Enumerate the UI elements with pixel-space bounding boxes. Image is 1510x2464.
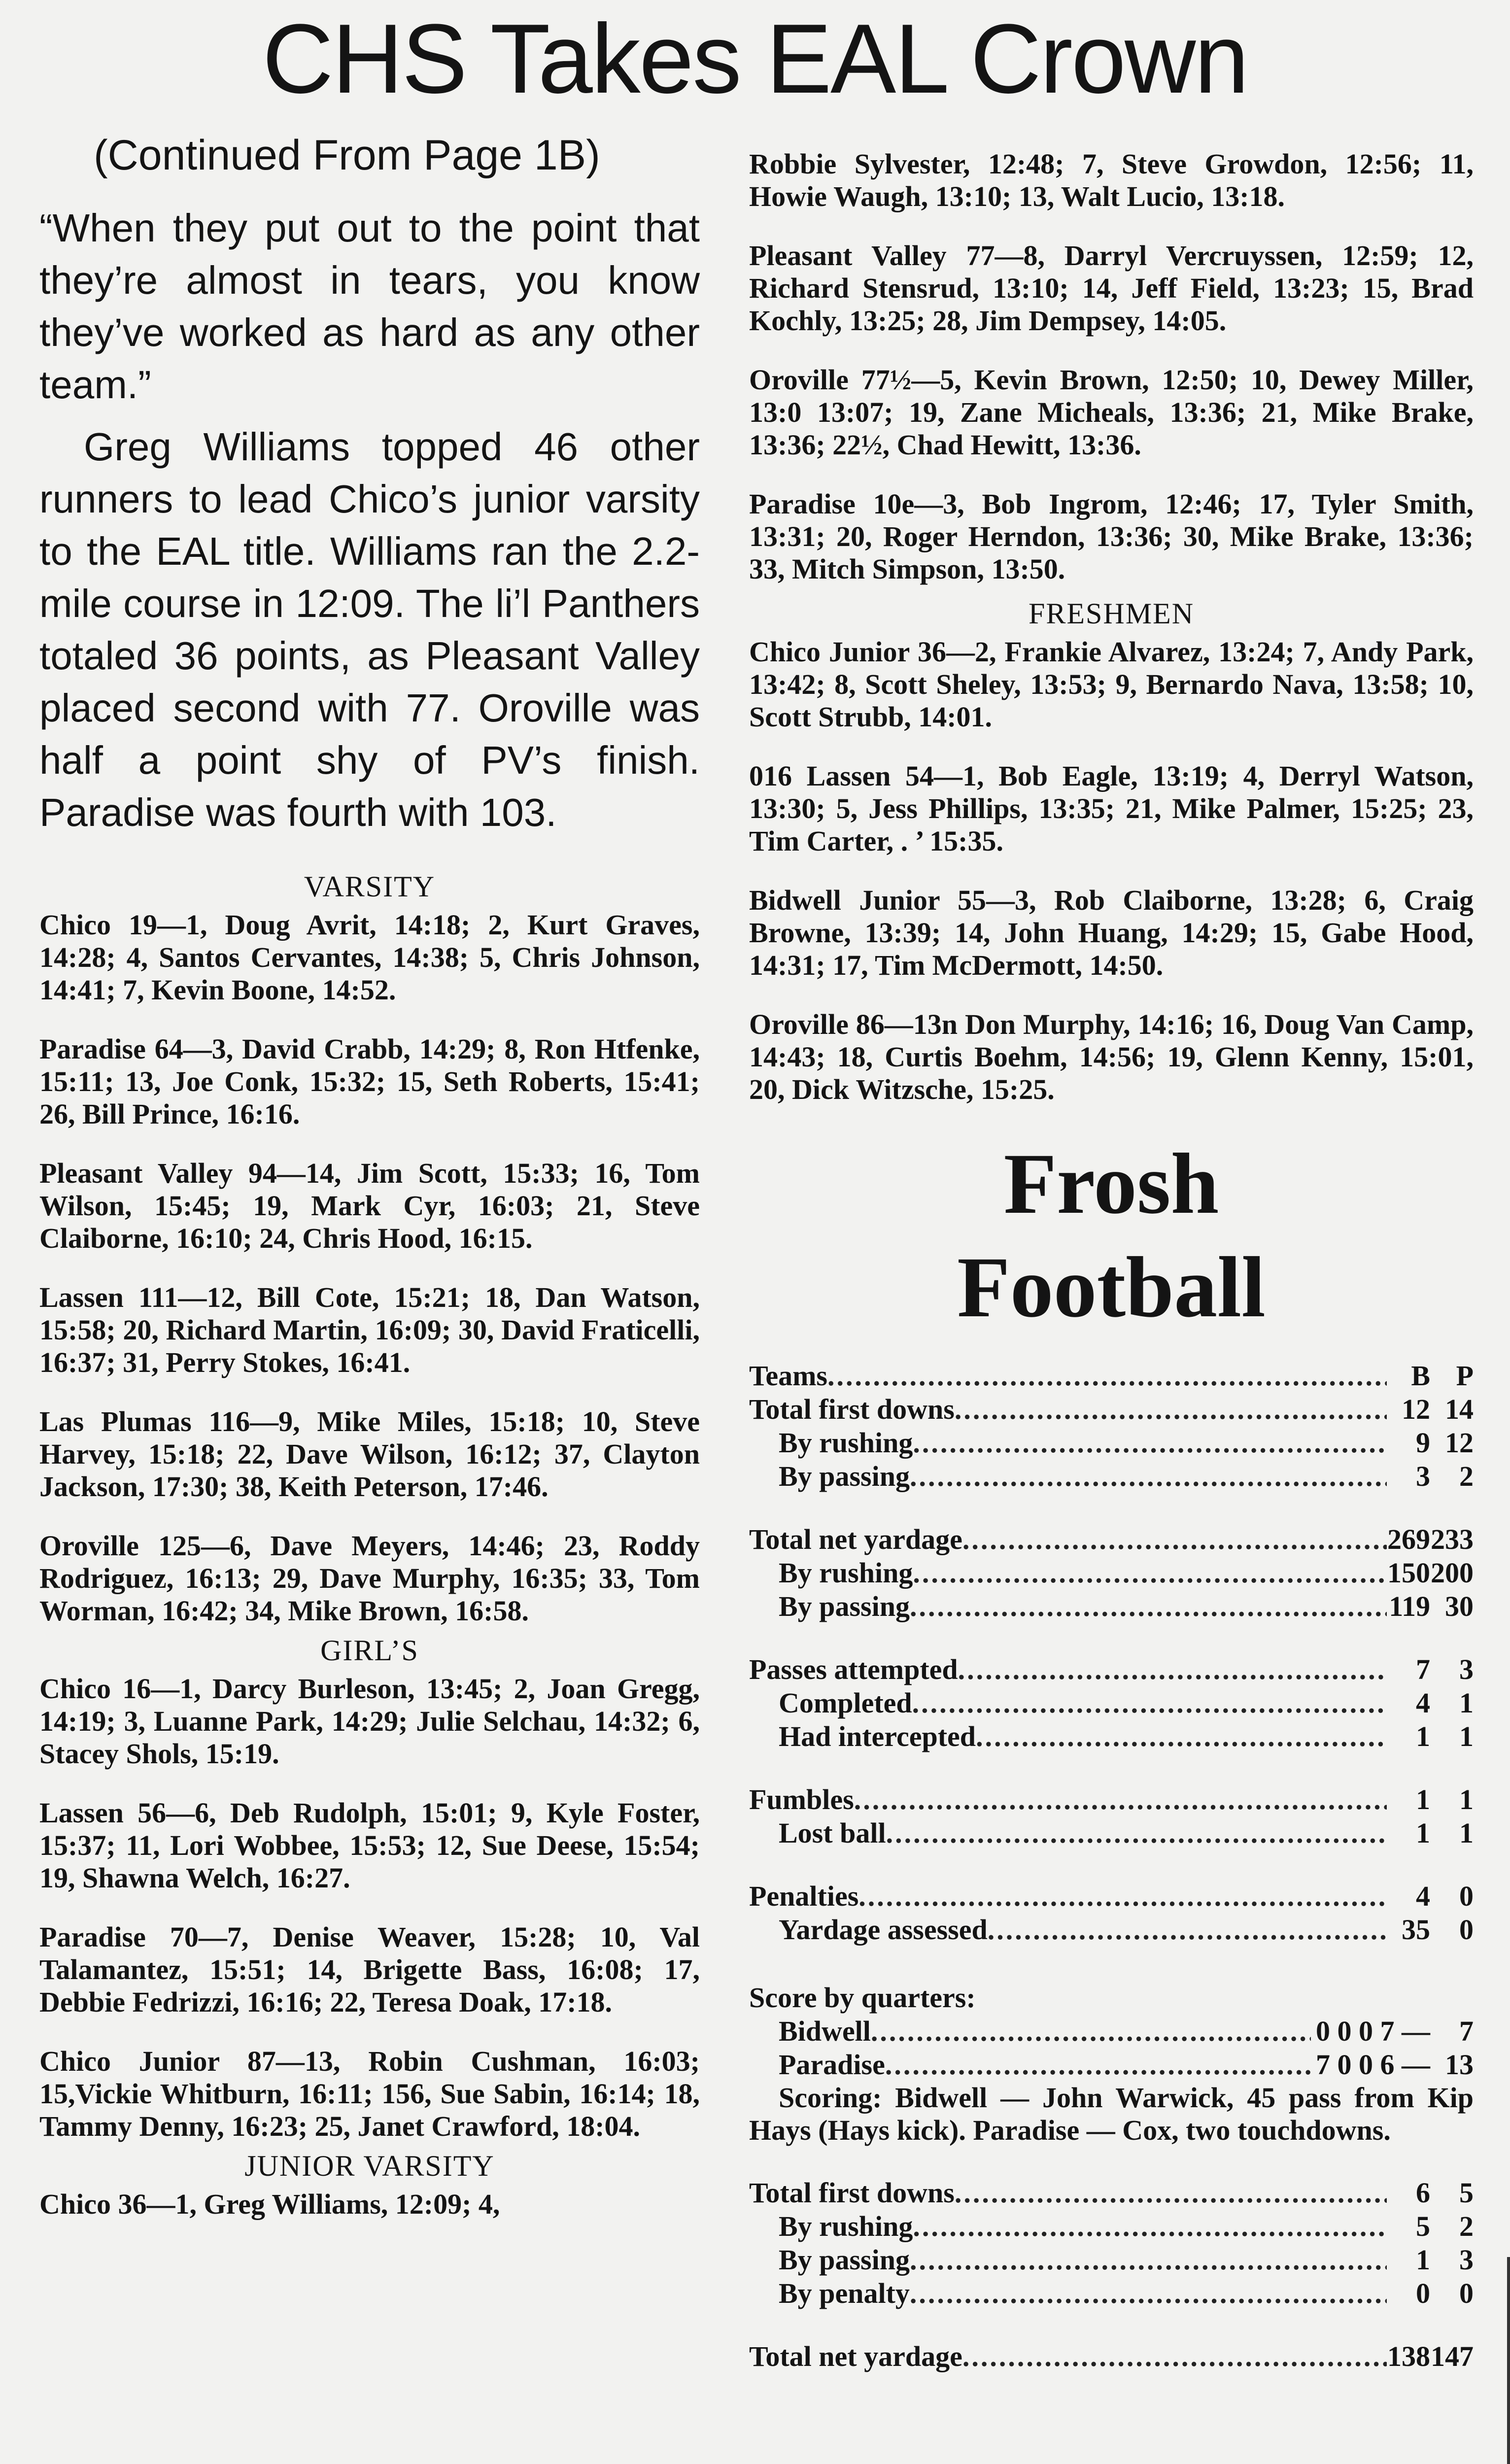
scoring-summary: Scoring: Bidwell — John Warwick, 45 pass from Kip Hays (Hays kick). Paradise — Cox, two touchdowns.: [749, 2082, 1474, 2146]
stat-row: [749, 1686, 1474, 1720]
jv-heading: JUNIOR VARSITY: [244, 2150, 495, 2182]
score-quarters: 7 0 0 6 —: [1316, 2049, 1430, 2081]
stat-row: [749, 1720, 1474, 1753]
varsity-entry: Chico 19—1, Doug Avrit, 14:18; 2, Kurt Graves, 14:28; 4, Santos Cervantes, 14:38; 5, Chris Johnson, 14:41; 7, Kevin Boone, 14:52.: [39, 909, 700, 1006]
leader-dots: [886, 1816, 1387, 1850]
stat-value-bidwell: 12: [1402, 1393, 1430, 1425]
leader-dots: [955, 1393, 1387, 1426]
leader-dots: [913, 1556, 1387, 1590]
stat-value-paradise: P: [1456, 1360, 1474, 1392]
stat-row: [749, 1523, 1474, 1556]
varsity-heading: VARSITY: [304, 870, 436, 903]
frosh-stats-table-2: [749, 2176, 1474, 2373]
score-by-quarters: [749, 1981, 1474, 2147]
leader-dots: [962, 1523, 1387, 1556]
frosh-heading-line: Frosh: [1003, 1136, 1219, 1232]
girls-heading: GIRL’S: [320, 1634, 419, 1667]
stat-value-bidwell: 6: [1416, 2177, 1430, 2209]
stat-row: [749, 1816, 1474, 1850]
jv-entry: Oroville 77½—5, Kevin Brown, 12:50; 10, Dewey Miller, 13:0 13:07; 19, Zane Micheals, 13:36; 21, Mike Brake, 13:36; 22½, Chad Hewitt, 13:36.: [749, 364, 1474, 461]
stat-value-paradise: 233: [1431, 1523, 1474, 1555]
leader-dots: [910, 2243, 1387, 2277]
stat-row: [749, 1653, 1474, 1686]
jv-entry: Pleasant Valley 77—8, Darryl Vercruyssen, 12:59; 12, Richard Stensrud, 13:10; 14, Jeff Field, 13:23; 15, Brad Kochly, 13:25; 28, Jim Dempsey, 14:05.: [749, 240, 1474, 337]
stat-value-paradise: 0: [1459, 1914, 1474, 1946]
stat-value-bidwell: 5: [1416, 2210, 1430, 2242]
stat-value-paradise: 3: [1459, 1653, 1474, 1685]
leader-dots: [858, 1880, 1387, 1913]
freshmen-entry: Bidwell Junior 55—3, Rob Claiborne, 13:28; 6, Craig Browne, 13:39; 14, John Huang, 14:29; 15, Gabe Hood, 14:31; 17, Tim McDermott, 14:50.: [749, 884, 1474, 981]
stat-value-paradise: 1: [1459, 1817, 1474, 1849]
score-total: 13: [1445, 2049, 1474, 2081]
stat-row: [749, 1359, 1474, 1393]
leader-dots: [871, 2015, 1311, 2048]
stat-label: By rushing: [779, 1557, 913, 1589]
varsity-entry: Pleasant Valley 94—14, Jim Scott, 15:33; 16, Tom Wilson, 15:45; 19, Mark Cyr, 16:03; 21, Steve Claiborne, 16:10; 24, Chris Hood, 16:15.: [39, 1157, 700, 1254]
stat-value-paradise: 1: [1459, 1687, 1474, 1719]
leader-dots: [910, 2277, 1387, 2310]
stat-row: [749, 2340, 1474, 2373]
stat-value-paradise: 0: [1459, 2277, 1474, 2309]
stat-label: Fumbles: [749, 1783, 854, 1815]
stat-value-paradise: 5: [1459, 2177, 1474, 2209]
stat-row: [749, 1783, 1474, 1816]
stat-value-paradise: 12: [1445, 1427, 1474, 1459]
stat-row: [749, 1460, 1474, 1493]
stat-label: Lost ball: [779, 1817, 886, 1849]
score-total: 7: [1459, 2015, 1474, 2047]
freshmen-entry: Oroville 86—13n Don Murphy, 14:16; 16, Doug Van Camp, 14:43; 18, Curtis Boehm, 14:56; 19, Glenn Kenny, 15:01, 20, Dick Witzsche, 15:25.: [749, 1008, 1474, 1105]
right-column: [749, 148, 1474, 2464]
jv-entry: Paradise 10e—3, Bob Ingrom, 12:46; 17, Tyler Smith, 13:31; 20, Roger Herndon, 13:36; 30, Mike Brake, 13:36; 33, Mitch Simpson, 13:50.: [749, 488, 1474, 585]
stat-value-bidwell: 1: [1416, 1817, 1430, 1849]
stat-row: [749, 1556, 1474, 1590]
stat-row: [749, 1393, 1474, 1426]
stat-label: Completed: [779, 1687, 912, 1719]
leader-dots: [988, 1913, 1387, 1947]
score-row: [749, 2015, 1474, 2048]
leader-dots: [854, 1783, 1387, 1816]
stat-label: Had intercepted: [779, 1720, 976, 1752]
stat-label: By passing: [779, 1460, 910, 1492]
leader-dots: [962, 2340, 1387, 2373]
girls-entry: Lassen 56—6, Deb Rudolph, 15:01; 9, Kyle Foster, 15:37; 11, Lori Wobbee, 15:53; 12, Sue Deese, 15:54; 19, Shawna Welch, 16:27.: [39, 1797, 700, 1894]
stat-value-bidwell: 119: [1389, 1590, 1430, 1622]
stat-row: [749, 1880, 1474, 1913]
stat-value-bidwell: 4: [1416, 1880, 1430, 1912]
stat-label: By passing: [779, 1590, 910, 1622]
varsity-entry: Paradise 64—3, David Crabb, 14:29; 8, Ron Htfenke, 15:11; 13, Joe Conk, 15:32; 15, Seth Roberts, 15:41; 26, Bill Prince, 16:16.: [39, 1033, 700, 1130]
stat-row: [749, 2277, 1474, 2310]
stat-value-paradise: 0: [1459, 1880, 1474, 1912]
score-heading: Score by quarters:: [749, 1982, 976, 2014]
stat-value-bidwell: 150: [1387, 1557, 1430, 1589]
stat-value-paradise: 147: [1431, 2340, 1474, 2372]
varsity-entry: Las Plumas 116—9, Mike Miles, 15:18; 10, Steve Harvey, 15:18; 22, Dave Wilson, 16:12; 37, Clayton Jackson, 17:30; 38, Keith Peterson, 17:46.: [39, 1405, 700, 1503]
stat-value-paradise: 30: [1445, 1590, 1474, 1622]
lead-jv-summary: Greg Williams topped 46 other runners to lead Chico’s junior varsity to the EAL title. Williams ran the 2.2-mile course in 12:09. The li’l Panthers totaled 36 points, as Pleasant Valley placed second with 77. Oroville was half a point shy of PV’s finish. Paradise was fourth with 103.: [39, 425, 700, 834]
stat-row: [749, 1426, 1474, 1460]
stat-value-bidwell: B: [1411, 1360, 1430, 1392]
stat-value-bidwell: 1: [1416, 2244, 1430, 2276]
stat-label: By passing: [779, 2244, 910, 2276]
frosh-stats-table: [749, 1359, 1474, 1947]
freshmen-entry: 016 Lassen 54—1, Bob Eagle, 13:19; 4, Derryl Watson, 13:30; 5, Jess Phillips, 13:35; 21, Mike Palmer, 15:25; 23, Tim Carter, . ’ 15:35.: [749, 760, 1474, 857]
jv-entry: Chico 36—1, Greg Williams, 12:09; 4,: [39, 2188, 500, 2220]
stat-gap: [749, 2310, 1474, 2340]
girls-entry: Chico 16—1, Darcy Burleson, 13:45; 2, Joan Gregg, 14:19; 3, Luanne Park, 14:29; Julie Selchau, 14:32; 6, Stacey Shols, 15:19.: [39, 1673, 700, 1770]
stat-value-bidwell: 7: [1416, 1653, 1430, 1685]
varsity-entry: Lassen 111—12, Bill Cote, 15:21; 18, Dan Watson, 15:58; 20, Richard Martin, 16:09; 30, David Fraticelli, 16:37; 31, Perry Stokes, 16:41.: [39, 1281, 700, 1378]
stat-value-bidwell: 3: [1416, 1460, 1430, 1492]
score-quarters: 0 0 0 7 —: [1316, 2015, 1430, 2047]
stat-gap: [749, 1753, 1474, 1783]
girls-entry: Chico Junior 87—13, Robin Cushman, 16:03; 15,Vickie Whitburn, 16:11; 156, Sue Sabin, 16:14; 18, Tammy Denny, 16:23; 25, Janet Crawford, 18:04.: [39, 2045, 700, 2142]
stat-gap: [749, 1850, 1474, 1880]
leader-dots: [827, 1359, 1387, 1393]
leader-dots: [910, 1590, 1387, 1623]
stat-value-paradise: 1: [1459, 1720, 1474, 1752]
stat-row: [749, 1913, 1474, 1947]
lead-quote: “When they put out to the point that they’re almost in tears, you know they’ve worked as hard as any other team.”: [39, 206, 700, 407]
headline: CHS Takes EAL Crown: [262, 4, 1248, 114]
stat-label: Total net yardage: [749, 2340, 962, 2372]
leader-dots: [955, 2176, 1387, 2210]
leader-dots: [913, 2210, 1387, 2243]
girls-entry: Paradise 70—7, Denise Weaver, 15:28; 10, Val Talamantez, 15:51; 14, Brigette Bass, 16:08; 17, Debbie Fedrizzi, 16:16; 22, Teresa Doak, 17:18.: [39, 1921, 700, 2018]
stat-value-bidwell: 269: [1387, 1523, 1430, 1555]
leader-dots: [912, 1686, 1387, 1720]
stat-value-bidwell: 1: [1416, 1720, 1430, 1752]
stat-value-bidwell: 4: [1416, 1687, 1430, 1719]
stat-gap: [749, 1493, 1474, 1523]
score-row: [749, 2048, 1474, 2082]
stat-value-bidwell: 0: [1416, 2277, 1430, 2309]
stat-value-paradise: 1: [1459, 1783, 1474, 1815]
football-heading-line: Football: [957, 1239, 1266, 1335]
stat-value-bidwell: 138: [1387, 2340, 1430, 2372]
freshmen-entry: Chico Junior 36—2, Frankie Alvarez, 13:24; 7, Andy Park, 13:42; 8, Scott Sheley, 13:53; 9, Bernardo Nava, 13:58; 10, Scott Strubb, 14:01.: [749, 636, 1474, 733]
column-rule: [1507, 2257, 1510, 2464]
score-team: Bidwell: [779, 2015, 871, 2047]
leader-dots: [976, 1720, 1387, 1753]
stat-label: Penalties: [749, 1880, 859, 1912]
stat-value-paradise: 2: [1459, 2210, 1474, 2242]
varsity-entry: Oroville 125—6, Dave Meyers, 14:46; 23, Roddy Rodriguez, 16:13; 29, Dave Murphy, 16:35; 33, Tom Worman, 16:42; 34, Mike Brown, 16:58.: [39, 1530, 700, 1627]
leader-dots: [913, 1426, 1387, 1460]
leader-dots: [958, 1653, 1387, 1686]
leader-dots: [910, 1460, 1387, 1493]
score-rows: [749, 2015, 1474, 2082]
stat-value-bidwell: 1: [1416, 1783, 1430, 1815]
frosh-football-heading: [749, 1132, 1474, 1339]
stat-label: Teams: [749, 1360, 827, 1392]
stat-row: [749, 2176, 1474, 2210]
stat-label: By penalty: [779, 2277, 910, 2309]
stat-value-bidwell: 35: [1402, 1914, 1430, 1946]
stat-value-bidwell: 9: [1416, 1427, 1430, 1459]
stat-value-paradise: 200: [1431, 1557, 1474, 1589]
stat-row: [749, 2243, 1474, 2277]
leader-dots: [885, 2048, 1311, 2082]
continued-line: (Continued From Page 1B): [94, 132, 600, 179]
jv-entry: Robbie Sylvester, 12:48; 7, Steve Growdon, 12:56; 11, Howie Waugh, 13:10; 13, Walt Lucio, 13:18.: [749, 148, 1474, 212]
freshmen-heading: FRESHMEN: [1028, 597, 1195, 630]
stat-label: Total first downs: [749, 2177, 955, 2209]
left-column: [39, 128, 700, 2464]
stat-gap: [749, 1623, 1474, 1653]
stat-label: Total first downs: [749, 1393, 955, 1425]
stat-value-paradise: 3: [1459, 2244, 1474, 2276]
stat-row: [749, 1590, 1474, 1623]
stat-value-paradise: 2: [1459, 1460, 1474, 1492]
stat-label: Yardage assessed: [779, 1914, 988, 1946]
stat-label: By rushing: [779, 1427, 913, 1459]
score-team: Paradise: [779, 2049, 885, 2081]
stat-label: Total net yardage: [749, 1523, 962, 1555]
stat-value-paradise: 14: [1445, 1393, 1474, 1425]
stat-row: [749, 2210, 1474, 2243]
stat-label: Passes attempted: [749, 1653, 958, 1685]
stat-label: By rushing: [779, 2210, 913, 2242]
